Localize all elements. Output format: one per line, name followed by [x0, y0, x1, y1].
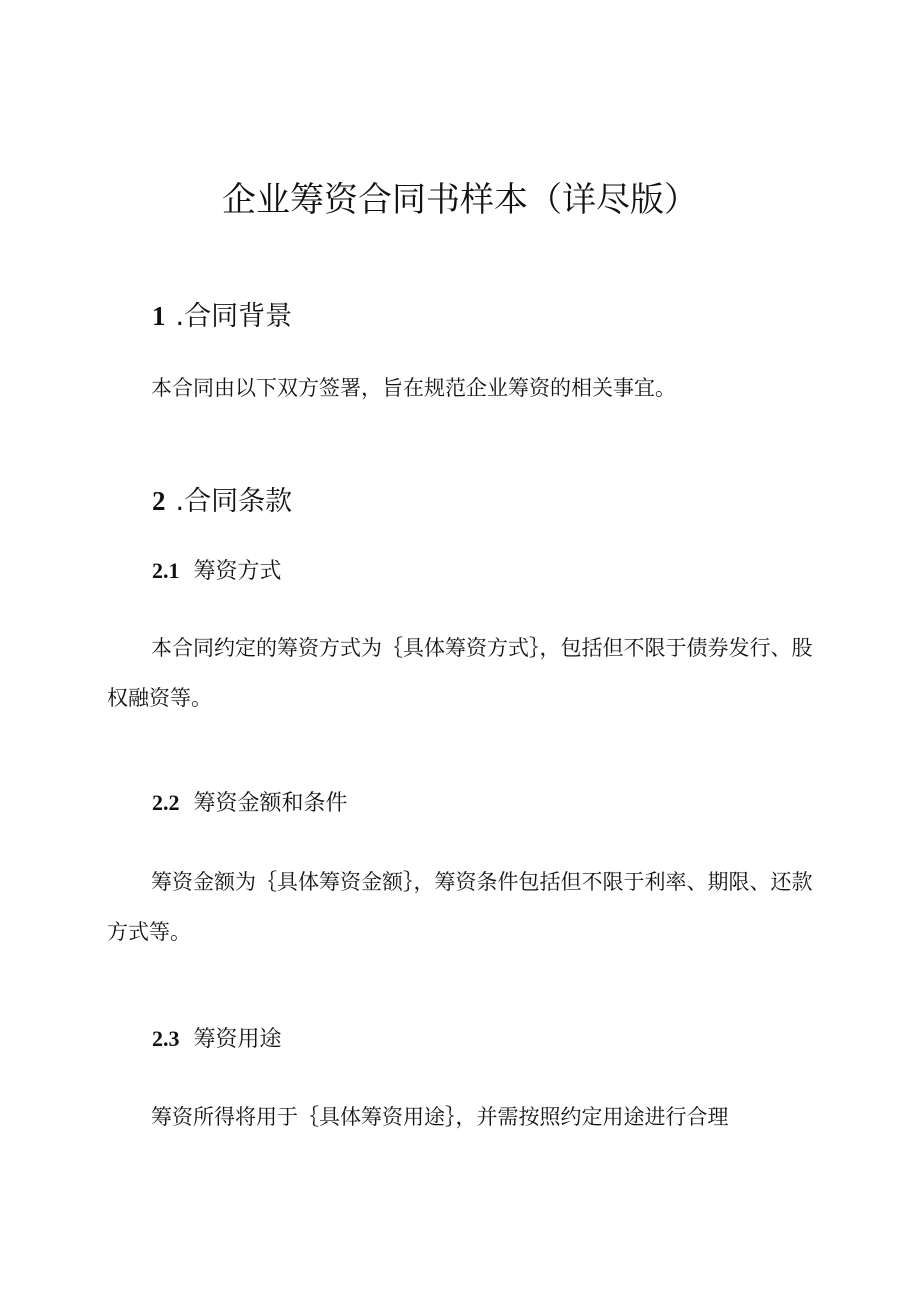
section-2-number: 2	[152, 486, 166, 516]
subsection-2-3-title: 筹资用途	[193, 1027, 282, 1052]
subsection-2-2-number: 2.2	[152, 790, 180, 815]
section-1-heading	[152, 296, 292, 337]
subsection-2-1-title: 筹资方式	[193, 559, 282, 584]
subsection-2-1-number: 2.1	[152, 558, 180, 583]
subsection-2-3-heading	[152, 1023, 282, 1056]
subsection-2-3-body: 筹资所得将用于｛具体筹资用途｝，并需按照约定用途进行合理	[151, 1105, 729, 1129]
subsection-2-2-title: 筹资金额和条件	[193, 791, 348, 816]
section-1-number: 1	[152, 301, 166, 331]
section-2-title: .合同条款	[175, 486, 293, 517]
subsection-2-2-heading	[152, 787, 348, 820]
subsection-2-3-number: 2.3	[152, 1026, 180, 1051]
section-2-heading	[152, 481, 292, 522]
section-1-title: .合同背景	[175, 301, 293, 332]
document-title: 企业筹资合同书样本（详尽版）	[222, 180, 698, 220]
subsection-2-1-heading	[152, 555, 282, 588]
subsection-2-1-body: 本合同约定的筹资方式为｛具体筹资方式｝，包括但不限于债券发行、股权融资等。	[107, 636, 813, 710]
subsection-2-2-body: 筹资金额为｛具体筹资金额｝，筹资条件包括但不限于利率、期限、还款方式等。	[107, 870, 813, 944]
section-1-body: 本合同由以下双方签署，旨在规范企业筹资的相关事宜。	[151, 376, 676, 400]
